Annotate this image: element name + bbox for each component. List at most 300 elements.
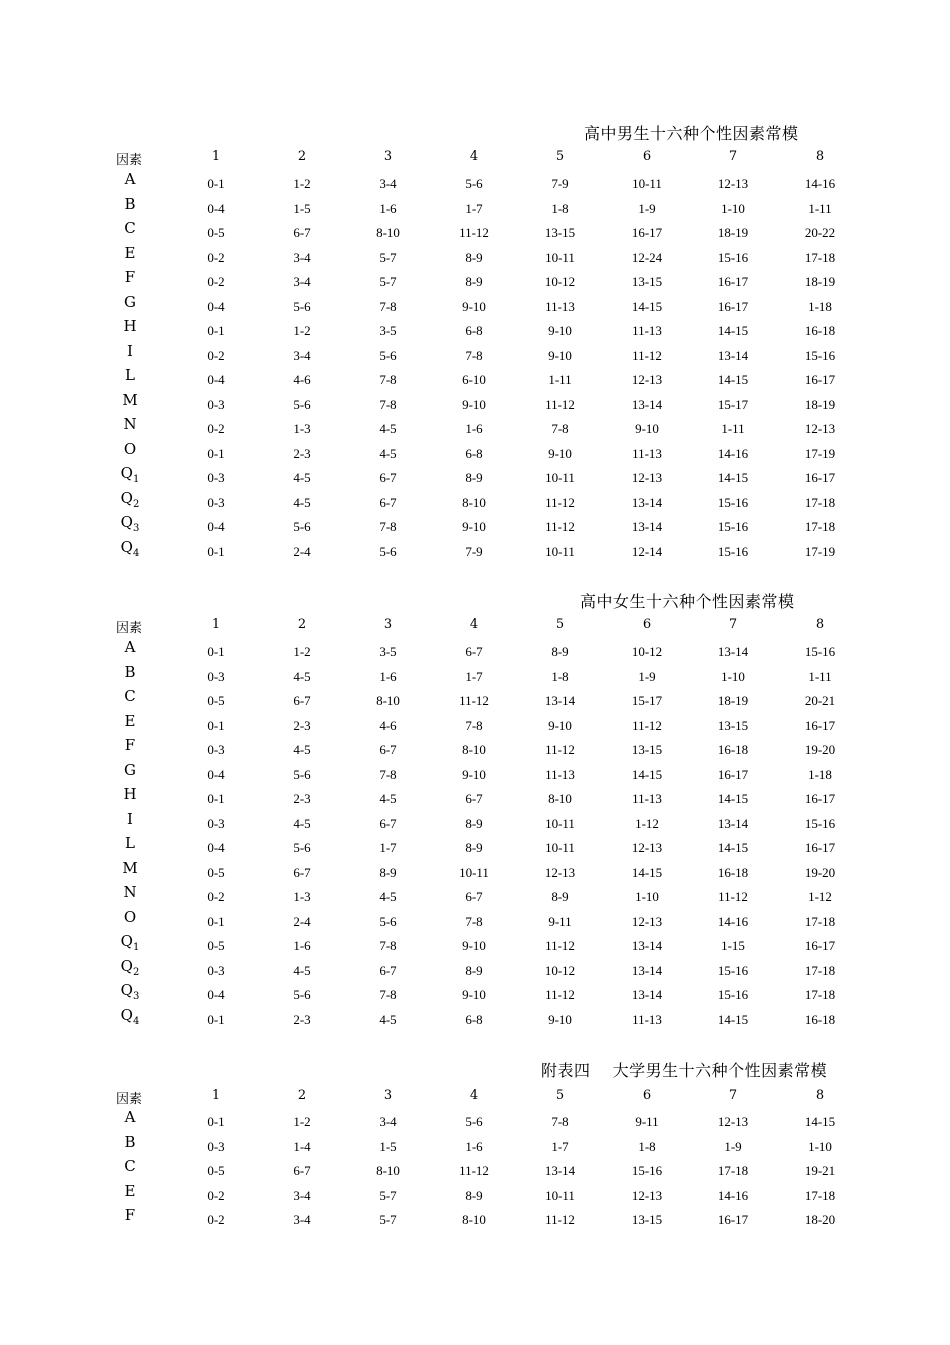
table-cell: 13-15	[631, 274, 663, 289]
table-row	[0, 268, 950, 299]
table-cell: 10-11	[545, 470, 575, 485]
table-cell: 12-13	[631, 372, 663, 387]
table-cell: 6-7	[465, 889, 483, 904]
table-cell: 9-10	[548, 347, 572, 363]
table-cell: 5-6	[379, 543, 397, 559]
table-cell: 1-6	[379, 668, 397, 684]
factor-label	[118, 1006, 142, 1027]
table-cell: 16-17	[804, 372, 836, 387]
table-cell: 16-18	[804, 1011, 836, 1027]
table-cell: 9-10	[462, 396, 486, 412]
table-cell: 0-4	[207, 200, 225, 216]
table-cell: 1-18	[808, 298, 832, 314]
table-cell: 6-7	[293, 1163, 311, 1178]
table-cell: 11-13	[632, 323, 662, 338]
table-cell: 15-16	[717, 519, 749, 534]
factor-label	[118, 859, 142, 877]
factor-label	[118, 638, 142, 656]
table-cell: 4-6	[379, 717, 397, 733]
table-cell: 7-8	[379, 938, 397, 953]
table-cell: 0-1	[207, 543, 225, 559]
table-cell: 19-21	[804, 1163, 836, 1178]
table-cell: 16-17	[804, 938, 836, 953]
factor-letter: I	[127, 809, 133, 828]
table-cell: 11-12	[545, 1212, 575, 1227]
table-row	[0, 317, 950, 348]
column-header-1: 1	[211, 149, 221, 164]
table-cell: 11-13	[545, 298, 575, 314]
factor-label	[118, 170, 142, 188]
column-header-8: 8	[815, 149, 825, 164]
column-header-1: 1	[211, 617, 221, 632]
factor-label	[118, 1133, 142, 1151]
table-cell: 13-14	[717, 644, 749, 659]
table-cell: 5-6	[379, 347, 397, 363]
factor-letter: Q	[120, 981, 133, 999]
factor-label	[118, 712, 142, 730]
factor-label	[118, 834, 142, 852]
table-cell: 11-12	[459, 225, 489, 240]
table-row	[0, 1132, 950, 1164]
table-cell: 0-2	[207, 249, 225, 265]
table-cell: 14-15	[631, 766, 663, 782]
table-cell: 1-9	[724, 1138, 742, 1154]
table-cell: 3-5	[379, 644, 397, 659]
table-cell: 0-1	[207, 1011, 225, 1027]
table-cell: 0-4	[207, 372, 225, 387]
table-cell: 17-18	[804, 913, 836, 929]
table-cell: 0-1	[207, 913, 225, 929]
table-row	[0, 513, 950, 544]
table-cell: 13-14	[631, 519, 663, 534]
factor-letter: C	[124, 1157, 136, 1175]
table-cell: 7-8	[379, 298, 397, 314]
factor-label	[118, 293, 142, 311]
table-cell: 11-12	[545, 742, 575, 757]
table-cell: 16-17	[717, 274, 749, 289]
table-row	[0, 194, 950, 226]
table-cell: 8-10	[548, 791, 572, 806]
table-cell: 8-9	[465, 815, 483, 831]
column-header-3: 3	[383, 617, 393, 632]
table-cell: 8-10	[376, 225, 400, 240]
factor-subscript: 3	[132, 523, 140, 534]
table-row	[0, 537, 950, 569]
table-cell: 1-3	[293, 421, 311, 436]
table-row	[0, 711, 950, 743]
table-cell: 19-20	[804, 864, 836, 880]
table-cell: 10-12	[631, 644, 663, 659]
factor-label	[118, 464, 142, 485]
table-cell: 5-7	[379, 249, 397, 265]
table-cell: 14-15	[717, 323, 749, 338]
table-cell: 2-4	[293, 913, 311, 929]
table-cell: 14-15	[631, 298, 663, 314]
factor-label	[118, 761, 142, 779]
table-cell: 3-4	[379, 176, 397, 191]
factor-label	[118, 663, 142, 681]
table-cell: 16-17	[804, 791, 836, 806]
table-cell: 16-17	[804, 840, 836, 855]
table-cell: 3-4	[293, 347, 311, 363]
factor-label	[118, 883, 142, 901]
table-cell: 7-8	[465, 913, 483, 929]
table-row	[0, 170, 950, 201]
table-cell: 18-19	[804, 396, 836, 412]
table-cell: 15-16	[717, 987, 749, 1002]
factor-label	[118, 1157, 142, 1175]
table-cell: 5-6	[293, 840, 311, 855]
table-row	[0, 981, 950, 1012]
table-cell: 11-12	[632, 717, 662, 733]
table-cell: 1-7	[465, 200, 483, 216]
table-cell: 13-15	[544, 225, 576, 240]
table-cell: 12-13	[631, 470, 663, 485]
factor-label	[118, 342, 142, 360]
column-header-4: 4	[469, 617, 479, 632]
table-cell: 8-9	[465, 840, 483, 855]
factor-label	[118, 810, 142, 828]
table-cell: 5-6	[465, 176, 483, 191]
table-cell: 4-5	[379, 421, 397, 436]
table-cell: 8-9	[465, 470, 483, 485]
table-cell: 1-15	[721, 938, 745, 953]
table-cell: 0-4	[207, 766, 225, 782]
table-cell: 7-9	[465, 543, 483, 559]
table-cell: 5-6	[293, 987, 311, 1002]
factor-letter: E	[124, 1181, 136, 1200]
table-cell: 15-16	[717, 543, 749, 559]
factor-letter: G	[124, 760, 136, 779]
table-cell: 1-9	[638, 200, 656, 216]
table-cell: 1-6	[293, 938, 311, 953]
table-cell: 20-21	[804, 693, 836, 708]
table-cell: 13-14	[717, 347, 749, 363]
factor-label	[118, 391, 142, 409]
table-cell: 14-16	[804, 176, 836, 191]
table-cell: 1-18	[808, 766, 832, 782]
table-cell: 11-12	[459, 1163, 489, 1178]
table-cell: 2-3	[293, 717, 311, 733]
factor-label	[118, 908, 142, 926]
table-cell: 7-8	[379, 766, 397, 782]
table-cell: 6-7	[465, 644, 483, 659]
table-row	[0, 1157, 950, 1188]
table-title: 附表四 大学男生十六种个性因素常模	[541, 1061, 828, 1080]
table-cell: 12-13	[717, 1114, 749, 1129]
table-cell: 16-17	[804, 717, 836, 733]
table-cell: 0-4	[207, 519, 225, 534]
table-cell: 5-7	[379, 1212, 397, 1227]
factor-label	[118, 415, 142, 433]
table-cell: 0-3	[207, 396, 225, 412]
table-cell: 15-16	[717, 249, 749, 265]
factor-column-header: 因素	[116, 153, 143, 168]
factor-label	[118, 981, 142, 1002]
table-cell: 16-18	[717, 742, 749, 757]
table-cell: 7-8	[465, 717, 483, 733]
factor-label	[118, 244, 142, 262]
column-header-6: 6	[642, 149, 652, 164]
table-cell: 1-11	[548, 372, 572, 387]
table-cell: 13-15	[717, 717, 749, 733]
factor-subscript: 2	[132, 498, 140, 510]
factor-letter: L	[125, 834, 135, 852]
column-header-3: 3	[383, 1088, 393, 1103]
column-header-4: 4	[469, 1088, 479, 1103]
table-cell: 16-17	[717, 298, 749, 314]
table-cell: 2-3	[293, 791, 311, 806]
table-cell: 18-19	[804, 274, 836, 289]
table-row	[0, 1108, 950, 1139]
table-cell: 17-18	[804, 1187, 836, 1203]
table-cell: 11-13	[632, 1011, 662, 1027]
table-cell: 3-4	[293, 274, 311, 289]
table-cell: 1-7	[551, 1138, 569, 1154]
table-cell: 13-14	[544, 693, 576, 708]
table-cell: 14-15	[804, 1114, 836, 1129]
table-row	[0, 907, 950, 939]
column-header-7: 7	[728, 1088, 738, 1103]
factor-letter: C	[124, 219, 136, 237]
table-cell: 1-8	[551, 200, 569, 216]
table-cell: 14-15	[631, 864, 663, 880]
table-cell: 5-7	[379, 1187, 397, 1203]
factor-label	[118, 1206, 142, 1224]
factor-label	[118, 538, 142, 559]
table-cell: 0-4	[207, 840, 225, 855]
table-cell: 0-3	[207, 742, 225, 757]
table-cell: 12-14	[631, 543, 663, 559]
column-header-5: 5	[555, 1088, 565, 1103]
table-cell: 13-14	[631, 962, 663, 978]
factor-label	[118, 366, 142, 384]
table-cell: 8-9	[465, 1187, 483, 1203]
column-header-7: 7	[728, 149, 738, 164]
table-cell: 6-7	[379, 470, 397, 485]
table-cell: 13-14	[631, 396, 663, 412]
table-cell: 4-5	[379, 445, 397, 461]
table-cell: 5-6	[293, 396, 311, 412]
table-cell: 6-7	[379, 962, 397, 978]
table-row	[0, 464, 950, 495]
factor-letter: C	[124, 687, 136, 705]
factor-letter: A	[124, 170, 136, 188]
table-cell: 12-13	[631, 913, 663, 929]
table-cell: 0-1	[207, 717, 225, 733]
table-cell: 17-18	[804, 249, 836, 265]
table-cell: 7-8	[379, 987, 397, 1002]
factor-letter: Q	[120, 1005, 133, 1024]
table-cell: 10-12	[544, 962, 576, 978]
table-cell: 1-6	[465, 421, 483, 436]
table-cell: 8-9	[465, 274, 483, 289]
table-row	[0, 687, 950, 718]
table-cell: 9-11	[548, 913, 572, 929]
factor-subscript: 3	[132, 991, 140, 1002]
table-cell: 17-18	[804, 987, 836, 1002]
table-cell: 11-12	[545, 938, 575, 953]
table-cell: 8-9	[465, 249, 483, 265]
table-row	[0, 415, 950, 446]
table-cell: 10-11	[545, 249, 575, 265]
table-cell: 8-10	[462, 494, 486, 510]
table-cell: 0-1	[207, 791, 225, 806]
table-cell: 6-7	[465, 791, 483, 806]
table-cell: 0-2	[207, 421, 225, 436]
table-cell: 16-17	[717, 1212, 749, 1227]
factor-letter: N	[123, 883, 137, 901]
column-header-2: 2	[297, 1088, 307, 1103]
factor-letter: A	[124, 1108, 136, 1126]
table-cell: 9-10	[462, 766, 486, 782]
table-cell: 8-10	[462, 742, 486, 757]
table-cell: 14-16	[717, 445, 749, 461]
table-cell: 13-14	[631, 938, 663, 953]
table-cell: 0-3	[207, 668, 225, 684]
table-cell: 18-19	[717, 693, 749, 708]
table-cell: 7-9	[551, 176, 569, 191]
table-cell: 13-14	[631, 987, 663, 1002]
table-cell: 0-1	[207, 644, 225, 659]
table-cell: 1-2	[293, 1114, 311, 1129]
table-row	[0, 390, 950, 422]
table-cell: 11-12	[545, 396, 575, 412]
table-cell: 6-7	[379, 742, 397, 757]
table-cell: 4-5	[293, 815, 311, 831]
table-cell: 8-10	[376, 693, 400, 708]
table-cell: 11-13	[545, 766, 575, 782]
table-cell: 1-12	[808, 889, 832, 904]
table-cell: 17-18	[804, 519, 836, 534]
table-cell: 9-10	[462, 519, 486, 534]
table-cell: 3-4	[293, 1212, 311, 1227]
factor-label	[118, 687, 142, 705]
table-cell: 5-6	[465, 1114, 483, 1129]
table-cell: 9-10	[548, 323, 572, 338]
table-cell: 16-18	[717, 864, 749, 880]
table-cell: 8-9	[551, 644, 569, 659]
table-cell: 9-11	[635, 1114, 659, 1129]
table-cell: 2-3	[293, 445, 311, 461]
table-cell: 18-19	[717, 225, 749, 240]
table-cell: 15-17	[631, 693, 663, 708]
table-cell: 3-4	[293, 249, 311, 265]
column-header-1: 1	[211, 1088, 221, 1103]
table-cell: 0-3	[207, 470, 225, 485]
table-cell: 14-16	[717, 913, 749, 929]
table-cell: 17-19	[804, 543, 836, 559]
table-row	[0, 1206, 950, 1237]
table-cell: 1-12	[635, 815, 659, 831]
table-cell: 0-4	[207, 987, 225, 1002]
factor-label	[118, 195, 142, 213]
table-cell: 9-10	[548, 717, 572, 733]
table-row	[0, 809, 950, 841]
table-cell: 10-11	[545, 543, 575, 559]
table-cell: 2-4	[293, 543, 311, 559]
factor-label	[118, 932, 142, 953]
factor-letter: B	[124, 194, 136, 213]
factor-letter: O	[123, 439, 137, 458]
table-cell: 4-5	[379, 1011, 397, 1027]
table-cell: 4-5	[293, 742, 311, 757]
table-cell: 12-13	[804, 421, 836, 436]
table-cell: 4-5	[379, 889, 397, 904]
table-cell: 12-24	[631, 249, 663, 265]
table-cell: 1-10	[808, 1138, 832, 1154]
table-cell: 6-8	[465, 1011, 483, 1027]
table-cell: 17-18	[804, 962, 836, 978]
table-cell: 1-5	[293, 200, 311, 216]
table-cell: 11-12	[545, 519, 575, 534]
table-cell: 15-16	[804, 347, 836, 363]
table-cell: 15-16	[717, 494, 749, 510]
table-cell: 4-5	[293, 470, 311, 485]
table-cell: 9-10	[548, 1011, 572, 1027]
factor-subscript: 1	[132, 942, 140, 953]
factor-column-header: 因素	[116, 1092, 143, 1107]
table-cell: 1-6	[379, 200, 397, 216]
table-row	[0, 638, 950, 669]
factor-label	[118, 957, 142, 978]
column-header-7: 7	[728, 617, 738, 632]
table-cell: 11-13	[632, 791, 662, 806]
table-row	[0, 883, 950, 914]
table-cell: 1-10	[721, 668, 745, 684]
table-cell: 5-7	[379, 274, 397, 289]
table-cell: 15-16	[804, 644, 836, 659]
table-row	[0, 760, 950, 792]
table-cell: 5-6	[293, 519, 311, 534]
table-cell: 1-7	[379, 840, 397, 855]
factor-letter: F	[124, 1206, 136, 1224]
table-cell: 14-15	[717, 1011, 749, 1027]
table-cell: 14-15	[717, 791, 749, 806]
table-cell: 5-6	[379, 913, 397, 929]
table-cell: 1-11	[808, 668, 832, 684]
factor-label	[118, 1108, 142, 1126]
factor-letter: F	[124, 268, 136, 286]
table-cell: 6-10	[462, 372, 486, 387]
table-row	[0, 956, 950, 988]
factor-letter: F	[124, 736, 136, 754]
factor-subscript: 1	[132, 474, 140, 485]
table-cell: 0-2	[207, 889, 225, 904]
table-cell: 14-15	[717, 470, 749, 485]
table-cell: 9-10	[548, 445, 572, 461]
table-cell: 14-16	[717, 1187, 749, 1203]
table-cell: 5-6	[293, 766, 311, 782]
factor-letter: B	[124, 1132, 136, 1151]
table-cell: 1-8	[638, 1138, 656, 1154]
table-cell: 1-10	[635, 889, 659, 904]
factor-label	[118, 785, 142, 803]
table-row	[0, 439, 950, 471]
factor-subscript: 2	[132, 966, 140, 978]
factor-letter: G	[124, 292, 136, 311]
table-row	[0, 785, 950, 816]
table-cell: 5-6	[293, 298, 311, 314]
table-cell: 9-10	[635, 421, 659, 436]
table-cell: 4-5	[293, 962, 311, 978]
table-row	[0, 488, 950, 520]
factor-letter: H	[123, 317, 137, 335]
table-cell: 16-17	[717, 766, 749, 782]
table-cell: 8-9	[465, 962, 483, 978]
table-cell: 11-12	[545, 987, 575, 1002]
table-cell: 1-5	[379, 1138, 397, 1154]
